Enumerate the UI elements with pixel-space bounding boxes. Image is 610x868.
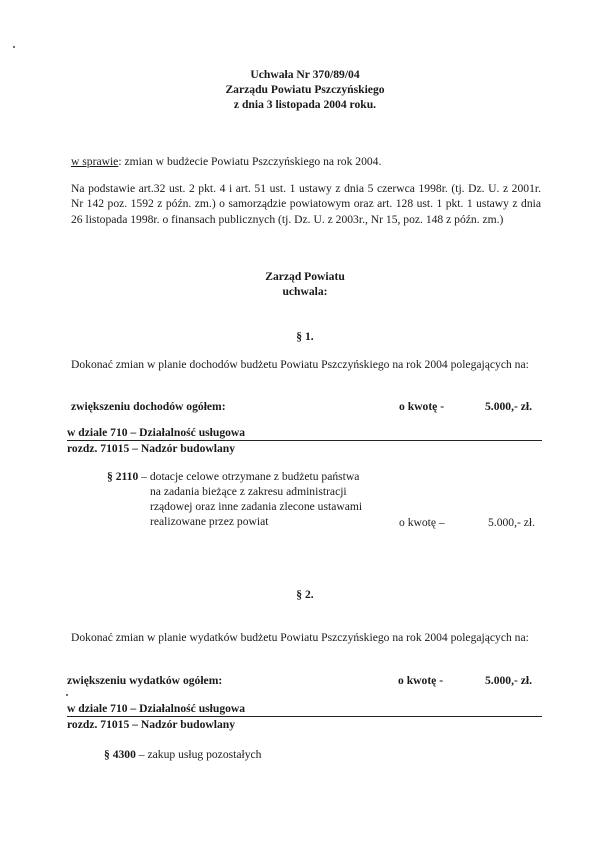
section2-item bbox=[104, 747, 261, 762]
section1-item bbox=[107, 469, 359, 484]
section2-total-label: zwiększeniu wydatków ogółem: bbox=[67, 674, 223, 687]
board-name: Zarząd Powiatu bbox=[265, 270, 345, 283]
section1-item-code: § 2110 bbox=[107, 470, 139, 483]
section2-total-amount-label: o kwotę - bbox=[398, 674, 444, 687]
section1-item-amount: 5.000,- zł. bbox=[488, 516, 536, 529]
section1-item-cont1: na zadania bieżące z zakresu administracji bbox=[150, 485, 347, 498]
section2-intro: Dokonać zmian w planie wydatków budżetu Powiatu Pszczyńskiego na rok 2004 polegających na: bbox=[71, 631, 529, 644]
legal-basis: Na podstawie art.32 ust. 2 pkt. 4 i art. 51 ust. 1 ustawy z dnia 5 czerwca 1998r. (tj. Dz. U. z 2001r. Nr 142 poz. 1592 z późn. zm.) o samorządzie powiatowym oraz art. 128 ust. 1 pkt. 1 ustawy z dnia 26 listopada 1998r. o finansach publicznych (tj. Dz. U. z 2003r., Nr 15, poz. 148 z późn. zm.) bbox=[71, 182, 541, 226]
section1-chapter: rozdz. 71015 – Nadzór budowlany bbox=[67, 442, 236, 455]
subject-text: : zmian w budżecie Powiatu Pszczyńskiego na rok 2004. bbox=[118, 155, 382, 168]
resolution-number: Uchwała Nr 370/89/04 bbox=[250, 68, 360, 81]
scan-speck bbox=[66, 694, 68, 696]
section2-total-amount: 5.000,- zł. bbox=[485, 674, 533, 687]
resolution-date: z dnia 3 listopada 2004 roku. bbox=[233, 98, 377, 111]
section1-heading: § 1. bbox=[296, 330, 314, 343]
subject-label: w sprawie bbox=[71, 155, 119, 168]
section2-item-code: § 4300 bbox=[104, 748, 136, 761]
issuing-body: Zarządu Powiatu Pszczyńskiego bbox=[225, 83, 385, 96]
section2-heading: § 2. bbox=[296, 588, 314, 601]
section1-total-amount-label: o kwotę - bbox=[399, 400, 445, 413]
subject-line bbox=[71, 154, 551, 169]
section1-item-text: – dotacje celowe otrzymane z budżetu państwa bbox=[138, 470, 360, 483]
scan-speck bbox=[13, 46, 15, 48]
section1-item-cont2: rządowej oraz inne zadania zlecone ustawami bbox=[150, 500, 363, 513]
section2-item-text: – zakup usług pozostałych bbox=[135, 748, 262, 761]
board-resolves: uchwala: bbox=[282, 285, 328, 298]
section1-total-amount: 5.000,- zł. bbox=[485, 400, 533, 413]
section1-total-label: zwiększeniu dochodów ogółem: bbox=[71, 400, 226, 413]
section2-chapter: rozdz. 71015 – Nadzór budowlany bbox=[67, 718, 236, 731]
section1-item-amount-label: o kwotę – bbox=[399, 516, 445, 529]
section1-item-cont3: realizowane przez powiat bbox=[150, 515, 269, 528]
section2-division: w dziale 710 – Działalność usługowa bbox=[67, 702, 246, 715]
section1-division: w dziale 710 – Działalność usługowa bbox=[67, 426, 246, 439]
section1-intro: Dokonać zmian w planie dochodów budżetu Powiatu Pszczyńskiego na rok 2004 polegających na: bbox=[71, 358, 529, 371]
